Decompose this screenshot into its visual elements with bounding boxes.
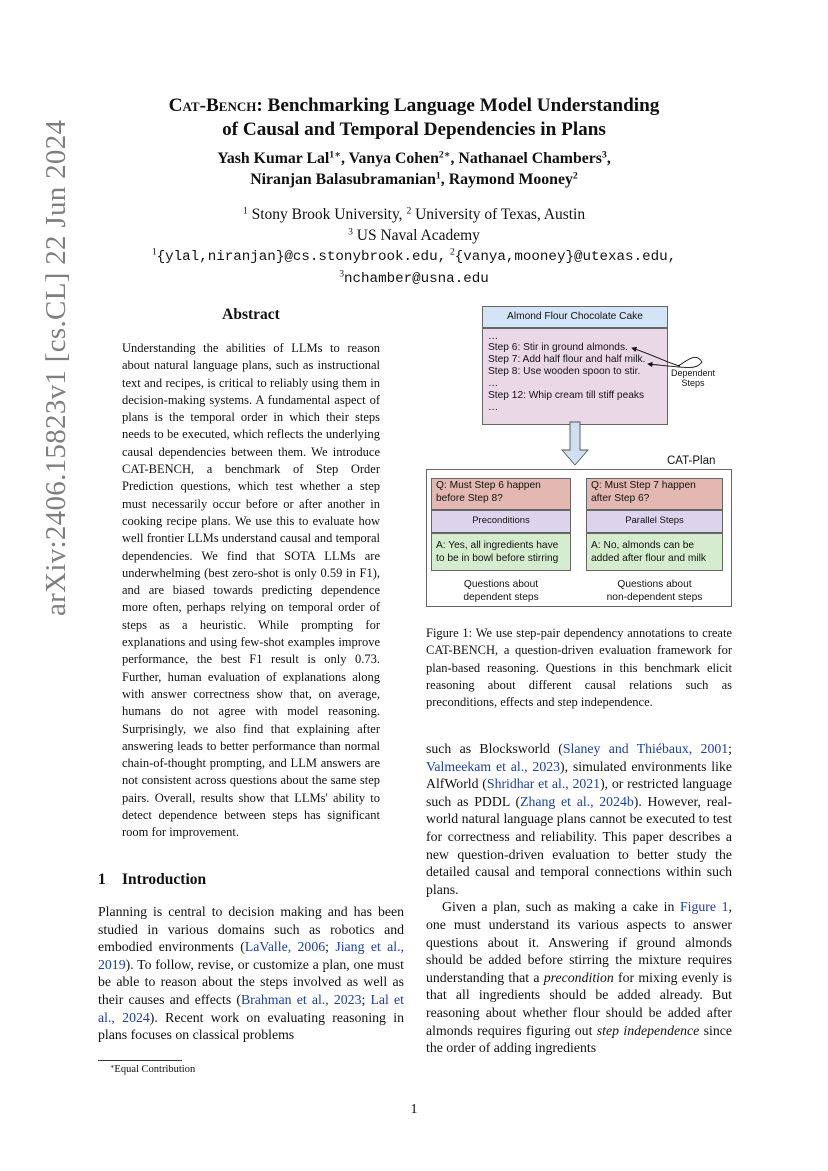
abstract-body: Understanding the abilities of LLMs to reason about natural language plans, such as instructional text and recipes, is critical to reliably using them in decision-making systems. A fundamental aspect of plans is the temporal order in which their steps needs to be executed, which reflects the underlying causal dependencies between them. We introduce CAT-BENCH, a benchmark of Step Order Prediction questions, which test whether a step must necessarily occur before or after another in cooking recipe plans. We use this to evaluate how well frontier LLMs understand causal and temporal dependencies. We find that SOTA LLMs are underwhelming (best zero-shot is only 0.59 in F1), and are biased towards predicting dependence more often, perhaps relying on temporal order of steps as a heuristic. While prompting for explanations and using few-shot examples improve performance, the best F1 result is only 0.73. Further, human evaluation of explanations along with answer correctness show that, on average, humans do not agree with model reasoning. Surprisingly, we also find that explaining after answering leads to better performance than normal chain-of-thought prompting, and LLM answers are not consistent across questions about the same step pairs. Overall, results show that LLMs' ability to detect dependence between steps has significant room for improvement.	[122, 341, 380, 840]
footnote	[110, 1064, 195, 1075]
affil-mark: 2	[406, 205, 412, 217]
author-name: Nathanael Chambers	[458, 150, 602, 167]
step-7: Step 7: Add half flour and half milk.	[488, 354, 646, 365]
affiliations	[120, 205, 708, 289]
section-heading-introduction	[98, 871, 206, 889]
affil-text: Stony Brook University,	[247, 206, 407, 223]
author-mark: 2	[572, 170, 578, 182]
answer-line: A: No, almonds can be	[591, 540, 695, 551]
emphasis-text: step independence	[596, 1022, 700, 1038]
non-dependent-questions-label	[586, 579, 723, 604]
title-benchmark-name: Cat-Bench	[168, 95, 257, 116]
citation-link[interactable]: Shridhar et al., 2021	[486, 776, 601, 792]
caption-text: , a question-driven evaluation framework for plan-based reasoning. Questions in this benchmark elicit reasoning about different causal relations such as preconditions, effects and step independence.	[426, 643, 732, 710]
question-line: Q: Must Step 6 happen	[436, 480, 541, 491]
section-number: 1	[98, 871, 106, 888]
question-line: before Step 8?	[436, 492, 503, 504]
author-name: Raymond Mooney	[448, 171, 573, 188]
body-text: Planning is central to decision making and has been studied in various domains such as robotics and embodied environments (	[98, 904, 404, 955]
author-name: Niranjan Balasubramanian	[250, 171, 436, 188]
citation-link[interactable]: Lal et al., 2024	[98, 991, 404, 1025]
page-number: 1	[410, 1102, 418, 1117]
footnote-text: Equal Contribution	[114, 1064, 196, 1075]
caption-text: Figure 1: We use step-pair dependency annotations to create C	[426, 626, 732, 658]
right-column-body	[426, 740, 732, 1057]
step-8: Step 8: Use wooden spoon to stir.	[488, 366, 641, 377]
author-mark: 1	[435, 170, 441, 182]
caption-benchmark-name: AT-BENCH	[434, 643, 496, 658]
figure-caption	[426, 625, 732, 711]
dependent-steps-label-line: Dependent	[670, 368, 716, 378]
body-text: ;	[325, 939, 336, 955]
recipe-title: Almond Flour Chocolate Cake	[507, 311, 643, 322]
body-text: for mixing evenly is that all ingredients should be added already. But reasoning about whether flour should be added after almonds requires figuring out	[426, 969, 732, 1038]
citation-link[interactable]: Jiang et al., 2019	[98, 939, 404, 972]
group-label-line: Questions about	[463, 579, 539, 590]
citation-link[interactable]: Brahman et al., 2023	[240, 991, 362, 1007]
author-name: Vanya Cohen	[348, 150, 439, 167]
question-right	[591, 480, 696, 505]
body-text: ). However, real-world natural language plans cannot be executed to test for correctness and reliability. This paper describes a new question-driven evaluation to better study the detailed causal and temporal connections within such plans.	[426, 793, 732, 897]
answer-right	[591, 540, 706, 565]
body-text: , one must understand its various aspects to answer questions about it. Answering if ground almonds should be added before stirring the mixture requires understanding that a	[426, 899, 732, 985]
question-left	[436, 480, 541, 505]
email: nchamber@usna.edu	[344, 270, 489, 287]
ellipsis: …	[488, 402, 499, 413]
citation-link[interactable]: Zhang et al., 2024b	[520, 793, 634, 809]
answer-line: to be in bowl before stirring	[436, 552, 559, 564]
body-text: ;	[361, 991, 371, 1007]
figure-reference-link[interactable]: Figure 1	[679, 899, 729, 915]
paper-title	[120, 94, 708, 142]
paragraph	[426, 898, 732, 1056]
body-text: ). To follow, revise, or customize a plan, one must be able to reason about the steps involved as well as their causes and effects (	[98, 956, 404, 1007]
question-line: Q: Must Step 7 happen	[591, 480, 696, 491]
author-separator: ,	[606, 150, 611, 167]
footnote-mark: ∗	[110, 1063, 115, 1071]
author-mark: 1∗	[329, 149, 341, 161]
abstract-heading: Abstract	[222, 306, 280, 323]
affil-mark: 3	[348, 226, 353, 238]
title-line-1: : Benchmarking Language Model Understanding	[256, 95, 660, 116]
ellipsis: …	[488, 378, 499, 389]
author-mark: 2∗	[438, 149, 451, 161]
down-arrow-icon	[562, 422, 588, 465]
author-mark: 3	[601, 149, 607, 161]
affil-mark: 3	[339, 268, 345, 280]
group-label-line: non-dependent steps	[606, 591, 703, 603]
body-text: Given a plan, such as making a cake in	[442, 899, 680, 915]
email: {ylal,niranjan}@cs.stonybrook.edu,	[156, 249, 447, 265]
arxiv-identifier: arXiv:2406.15823v1 [cs.CL] 22 Jun 2024	[40, 119, 72, 616]
cat-plan-label: CAT-Plan	[667, 455, 716, 467]
author-separator: ,	[340, 150, 349, 167]
author-separator: ,	[450, 150, 459, 167]
parallel-steps-label: Parallel Steps	[625, 515, 684, 526]
answer-line: added after flour and milk	[591, 552, 706, 564]
email: {vanya,mooney}@utexas.edu,	[454, 249, 677, 265]
author-separator: ,	[440, 171, 449, 188]
body-text: ;	[728, 741, 732, 756]
body-text: ), or restricted language such as PDDL (	[426, 776, 732, 809]
body-text: since the order of adding ingredients	[426, 1022, 732, 1056]
preconditions-label: Preconditions	[472, 515, 530, 526]
dependent-questions-label	[431, 579, 571, 604]
answer-left	[436, 540, 558, 565]
citation-link[interactable]: Valmeekam et al., 2023	[426, 758, 561, 774]
body-text: such as Blocksworld (	[426, 741, 563, 756]
citation-link[interactable]: Slaney and Thiébaux, 2001	[562, 741, 729, 756]
emphasis-text: precondition	[543, 969, 614, 985]
affil-mark: 1	[151, 246, 157, 258]
step-6: Step 6: Stir in ground almonds.	[488, 342, 628, 353]
introduction-paragraph	[98, 903, 404, 1044]
group-label-line: Questions about	[617, 579, 692, 590]
dependent-steps-label-line: Steps	[681, 378, 705, 388]
footnote-rule	[98, 1060, 182, 1061]
answer-line: A: Yes, all ingredients have	[436, 540, 559, 551]
figure-1-diagram	[426, 306, 732, 618]
dependency-arrow	[632, 348, 680, 366]
body-text: ). Recent work on evaluating reasoning in plans focuses on classical problems	[98, 1009, 404, 1043]
dependent-steps-label	[662, 368, 724, 388]
ellipsis: …	[488, 331, 499, 342]
author-list	[120, 148, 708, 190]
affil-text: US Naval Academy	[352, 226, 480, 244]
affil-text: University of Texas, Austin	[411, 206, 586, 223]
question-line: after Step 6?	[591, 492, 650, 504]
title-line-2: of Causal and Temporal Dependencies in Plans	[222, 119, 606, 140]
citation-link[interactable]: LaValle, 2006	[244, 939, 326, 955]
affil-mark: 2	[449, 246, 455, 258]
section-title: Introduction	[122, 871, 207, 888]
affil-mark: 1	[242, 205, 248, 217]
dependency-arrow	[648, 357, 702, 367]
paragraph	[426, 740, 732, 898]
group-label-line: dependent steps	[463, 591, 539, 603]
author-name: Yash Kumar Lal	[217, 150, 330, 167]
body-text: ), simulated environments like AlfWorld (	[426, 758, 732, 792]
step-12: Step 12: Whip cream till stiff peaks	[488, 390, 645, 401]
